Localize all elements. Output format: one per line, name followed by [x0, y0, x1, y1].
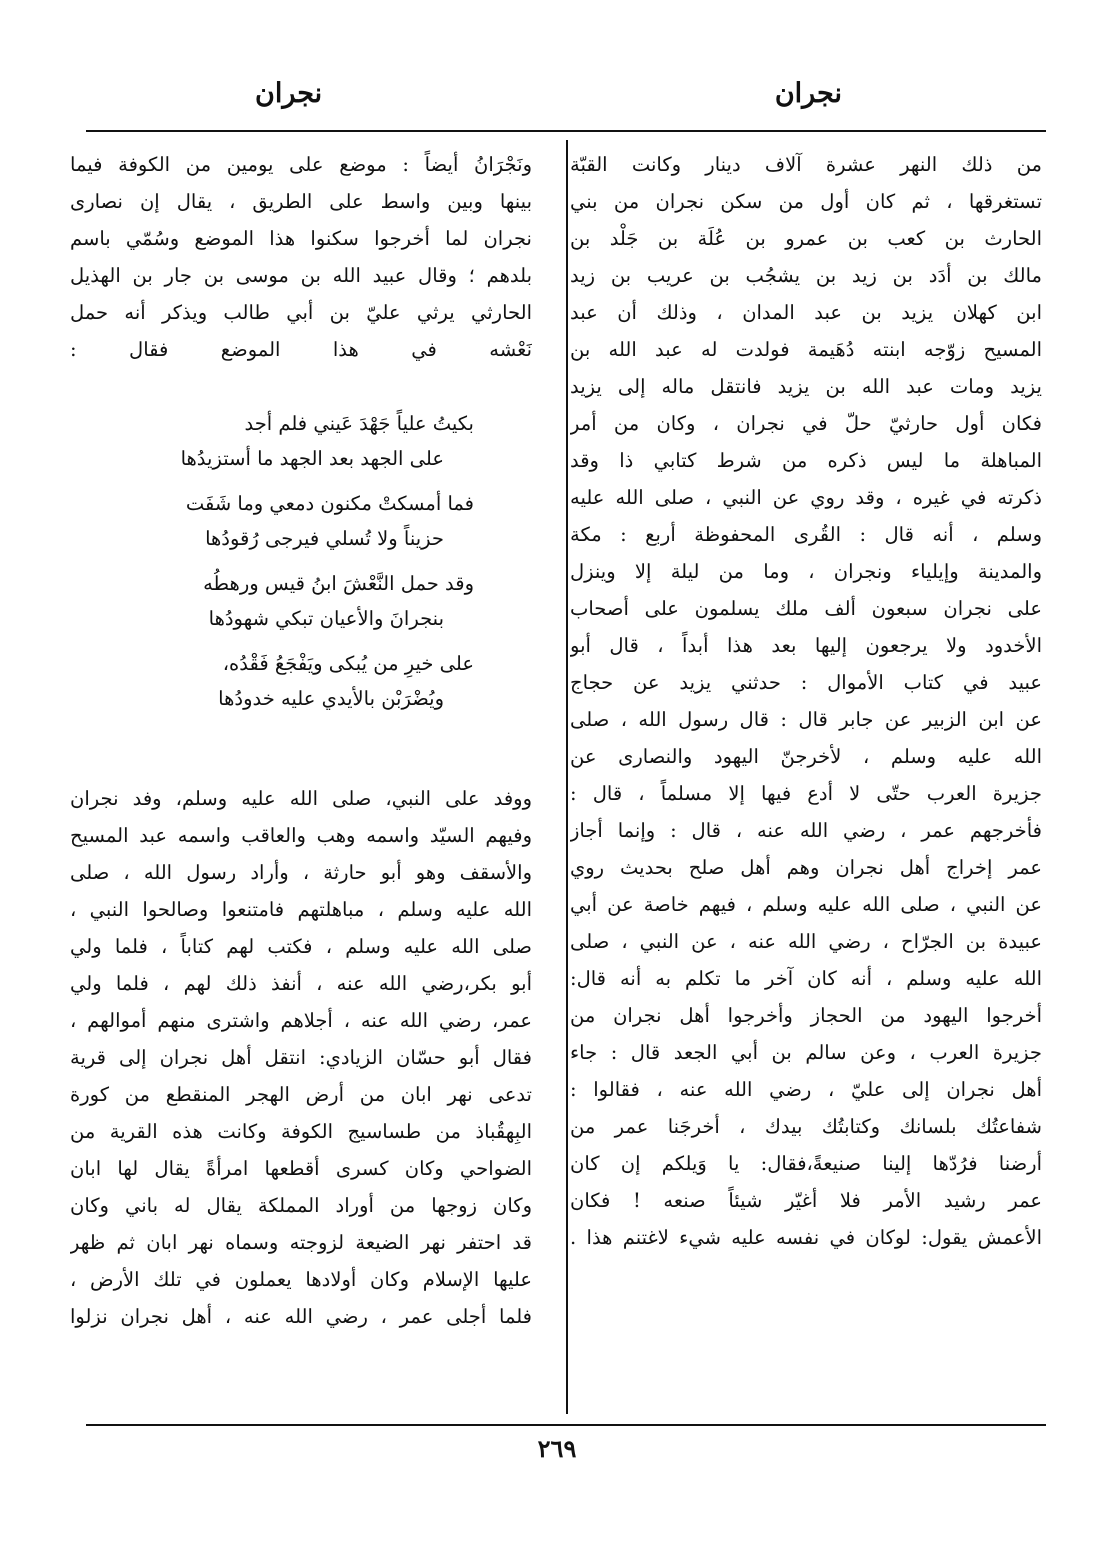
text-line: تدعى نهر ابان من أرض الهجر المنقطع من كورة: [70, 1083, 532, 1106]
text-line: أهل نجران إلى عليّ ، رضي الله عنه ، فقالوا :: [570, 1078, 1042, 1101]
text-line: الأخدود ولا يرجعون إليها بعد هذا أبداً ، قال أبو: [570, 634, 1042, 657]
text-line: بلدهم ؛ وقال عبيد الله بن موسى بن جار بن الهذيل: [70, 264, 532, 287]
text-line: وسلم ، أنه قال : القُرى المحفوظة أربع : مكة: [570, 523, 1042, 546]
poem-verse: بنجرانَ والأعيان تبكي شهودُها: [208, 607, 444, 630]
text-line: صلى الله عليه وسلم ، فكتب لهم كتاباً ، فلما ولي: [70, 935, 532, 958]
text-line: أبو بكر،رضي الله عنه ، أنفذ ذلك لهم ، فلما ولي: [70, 972, 532, 995]
text-line: ذكرته في غيره ، وقد روي عن النبي ، صلى الله عليه: [570, 486, 1042, 509]
text-line: أخرجوا اليهود من الحجاز وأخرجوا أهل نجران من: [570, 1004, 1042, 1027]
text-line: الضواحي وكان كسرى أقطعها امرأةً يقال لها ابان: [70, 1157, 532, 1180]
text-line: فقال أبو حسّان الزيادي: انتقل أهل نجران إلى قرية: [70, 1046, 532, 1069]
text-line: فأخرجهم عمر ، رضي الله عنه ، قال : وإنما أجاز: [570, 819, 1042, 842]
column-divider: [566, 140, 568, 1414]
text-line: جزيرة العرب ، وعن سالم بن أبي الجعد قال : جاء: [570, 1041, 1042, 1064]
poem-verse: وقد حمل النَّعْشَ ابنُ قيس ورهطُه: [203, 572, 474, 595]
text-line: الحارث بن كعب بن عمرو بن عُلَة بن جَلْد بن: [570, 227, 1042, 250]
text-line: عبيدة بن الجرّاح ، رضي الله عنه ، عن النبي ، صلى: [570, 930, 1042, 953]
poem-verse: ويُضْرَبْن بالأيدي عليه خدودُها: [218, 687, 444, 710]
text-line: الله عليه وسلم ، لأخرجنّ اليهود والنصارى عن: [570, 745, 1042, 768]
poem-verse: فما أمسكتْ مكنون دمعي وما شَفَت: [185, 492, 474, 515]
text-line: أرضنا فرُدّها إلينا صنيعةً،فقال: يا وَيلكم إن كان: [570, 1152, 1042, 1175]
text-line: عن النبي ، صلى الله عليه وسلم ، فيهم خاصة عن أبي: [570, 893, 1042, 916]
text-line: فكان أول حارثيّ حلّ في نجران ، وكان من أمر: [570, 412, 1042, 435]
text-line: جزيرة العرب حتّى لا أدع فيها إلا مسلماً ، قال :: [570, 782, 1042, 805]
footer-rule: [86, 1424, 1046, 1426]
text-line: البِهقُباذ من طساسيج الكوفة وكانت هذه القرية من: [70, 1120, 532, 1143]
text-line: نجران لما أخرجوا سكنوا هذا الموضع وسُمّي باسم: [70, 227, 532, 250]
text-line: نَعْشه في هذا الموضع فقال :: [70, 338, 532, 361]
text-line: ونَجْرَانُ أيضاً : موضع على يومين من الكوفة فيما: [70, 153, 532, 176]
text-line: وفيهم السيّد واسمه وهب والعاقب واسمه عبد المسيح: [70, 824, 532, 847]
page-number: ٢٦٩: [537, 1434, 577, 1463]
poem-verse: بكيتُ علياً جَهْدَ عَيني فلم أجد: [244, 412, 474, 435]
right-column: [570, 146, 1042, 1256]
left-header-title: نجران: [255, 78, 323, 109]
text-line: عبيد في كتاب الأموال : حدثني يزيد عن حجاج: [570, 671, 1042, 694]
poem-verse: على خيرِ من يُبكى ويَفْجَعُ فَقْدُه،: [222, 652, 474, 675]
text-line: مالك بن أدَد بن زيد بن يشجُب بن عريب بن زيد: [570, 264, 1042, 287]
poem-verse: على الجهد بعد الجهد ما أستزيدُها: [180, 447, 444, 470]
text-line: تستغرقها ، ثم كان أول من سكن نجران من بني: [570, 190, 1042, 213]
text-line: عمر رشيد الأمر فلا أغيّر شيئاً صنعه ! فكان: [570, 1189, 1042, 1212]
right-header-title: نجران: [774, 78, 842, 109]
text-line: الله عليه وسلم ، أنه كان آخر ما تكلم به أنه قال:: [570, 967, 1042, 990]
text-line: الله عليه وسلم ، مباهلتهم فامتنعوا وصالحوا النبي ،: [70, 898, 532, 921]
header-rule: [86, 130, 1046, 132]
text-line: وكان زوجها من أوراد المملكة يقال له باني وكان: [70, 1194, 532, 1217]
poem-block: [70, 406, 532, 716]
text-line: على نجران سبعون ألف ملك يسلمون على أصحاب: [570, 597, 1042, 620]
text-line: قد احتفر نهر الضيعة لزوجته وسماه نهر ابان ثم ظهر: [70, 1231, 532, 1254]
text-line: عمر إخراج أهل نجران وهم أهل صلح بحديث روي: [570, 856, 1042, 879]
text-line: من ذلك النهر عشرة آلاف دينار وكانت القبّة: [570, 153, 1042, 176]
text-line: فلما أجلى عمر ، رضي الله عنه ، أهل نجران نزلوا: [70, 1305, 532, 1328]
text-line: والأسقف وهو أبو حارثة ، وأراد رسول الله ، صلى: [70, 861, 532, 884]
text-line: عن ابن الزبير عن جابر قال : قال رسول الله ، صلى: [570, 708, 1042, 731]
poem-verse: حزيناً ولا تُسلي فيرجى رُقودُها: [205, 527, 444, 550]
text-line: عمر، رضي الله عنه ، أجلاهم واشترى منهم أموالهم ،: [70, 1009, 532, 1032]
left-column-body: [70, 780, 532, 1335]
text-line: ابن كهلان يزيد بن عبد المدان ، وذلك أن عبد: [570, 301, 1042, 324]
text-line: بينها وبين واسط على الطريق ، يقال إن نصارى: [70, 190, 532, 213]
text-line: المباهلة ما ليس ذكره من شرط كتابي ذا وقد: [570, 449, 1042, 472]
text-line: الحارثي يرثي عليّ بن أبي طالب ويذكر أنه حمل: [70, 301, 532, 324]
text-line: عليها الإسلام وكان أولادها يعملون في تلك الأرض ،: [70, 1268, 532, 1291]
text-line: شفاعتُك بلسانك وكتابتُك بيدك ، أخرجَنا عمر من: [570, 1115, 1042, 1138]
text-line: يزيد ومات عبد الله بن يزيد فانتقل ماله إلى يزيد: [570, 375, 1042, 398]
left-column-intro: [70, 146, 532, 368]
text-line: المسيح زوّجه ابنته دُهَيمة فولدت له عبد الله بن: [570, 338, 1042, 361]
text-line: والمدينة وإيلياء ونجران ، وما من ليلة إلا وينزل: [570, 560, 1042, 583]
text-line: ووفد على النبي، صلى الله عليه وسلم، وفد نجران: [70, 787, 532, 810]
text-line: الأعمش يقول: لوكان في نفسه عليه شيء لاغتنم هذا .: [570, 1226, 1042, 1249]
